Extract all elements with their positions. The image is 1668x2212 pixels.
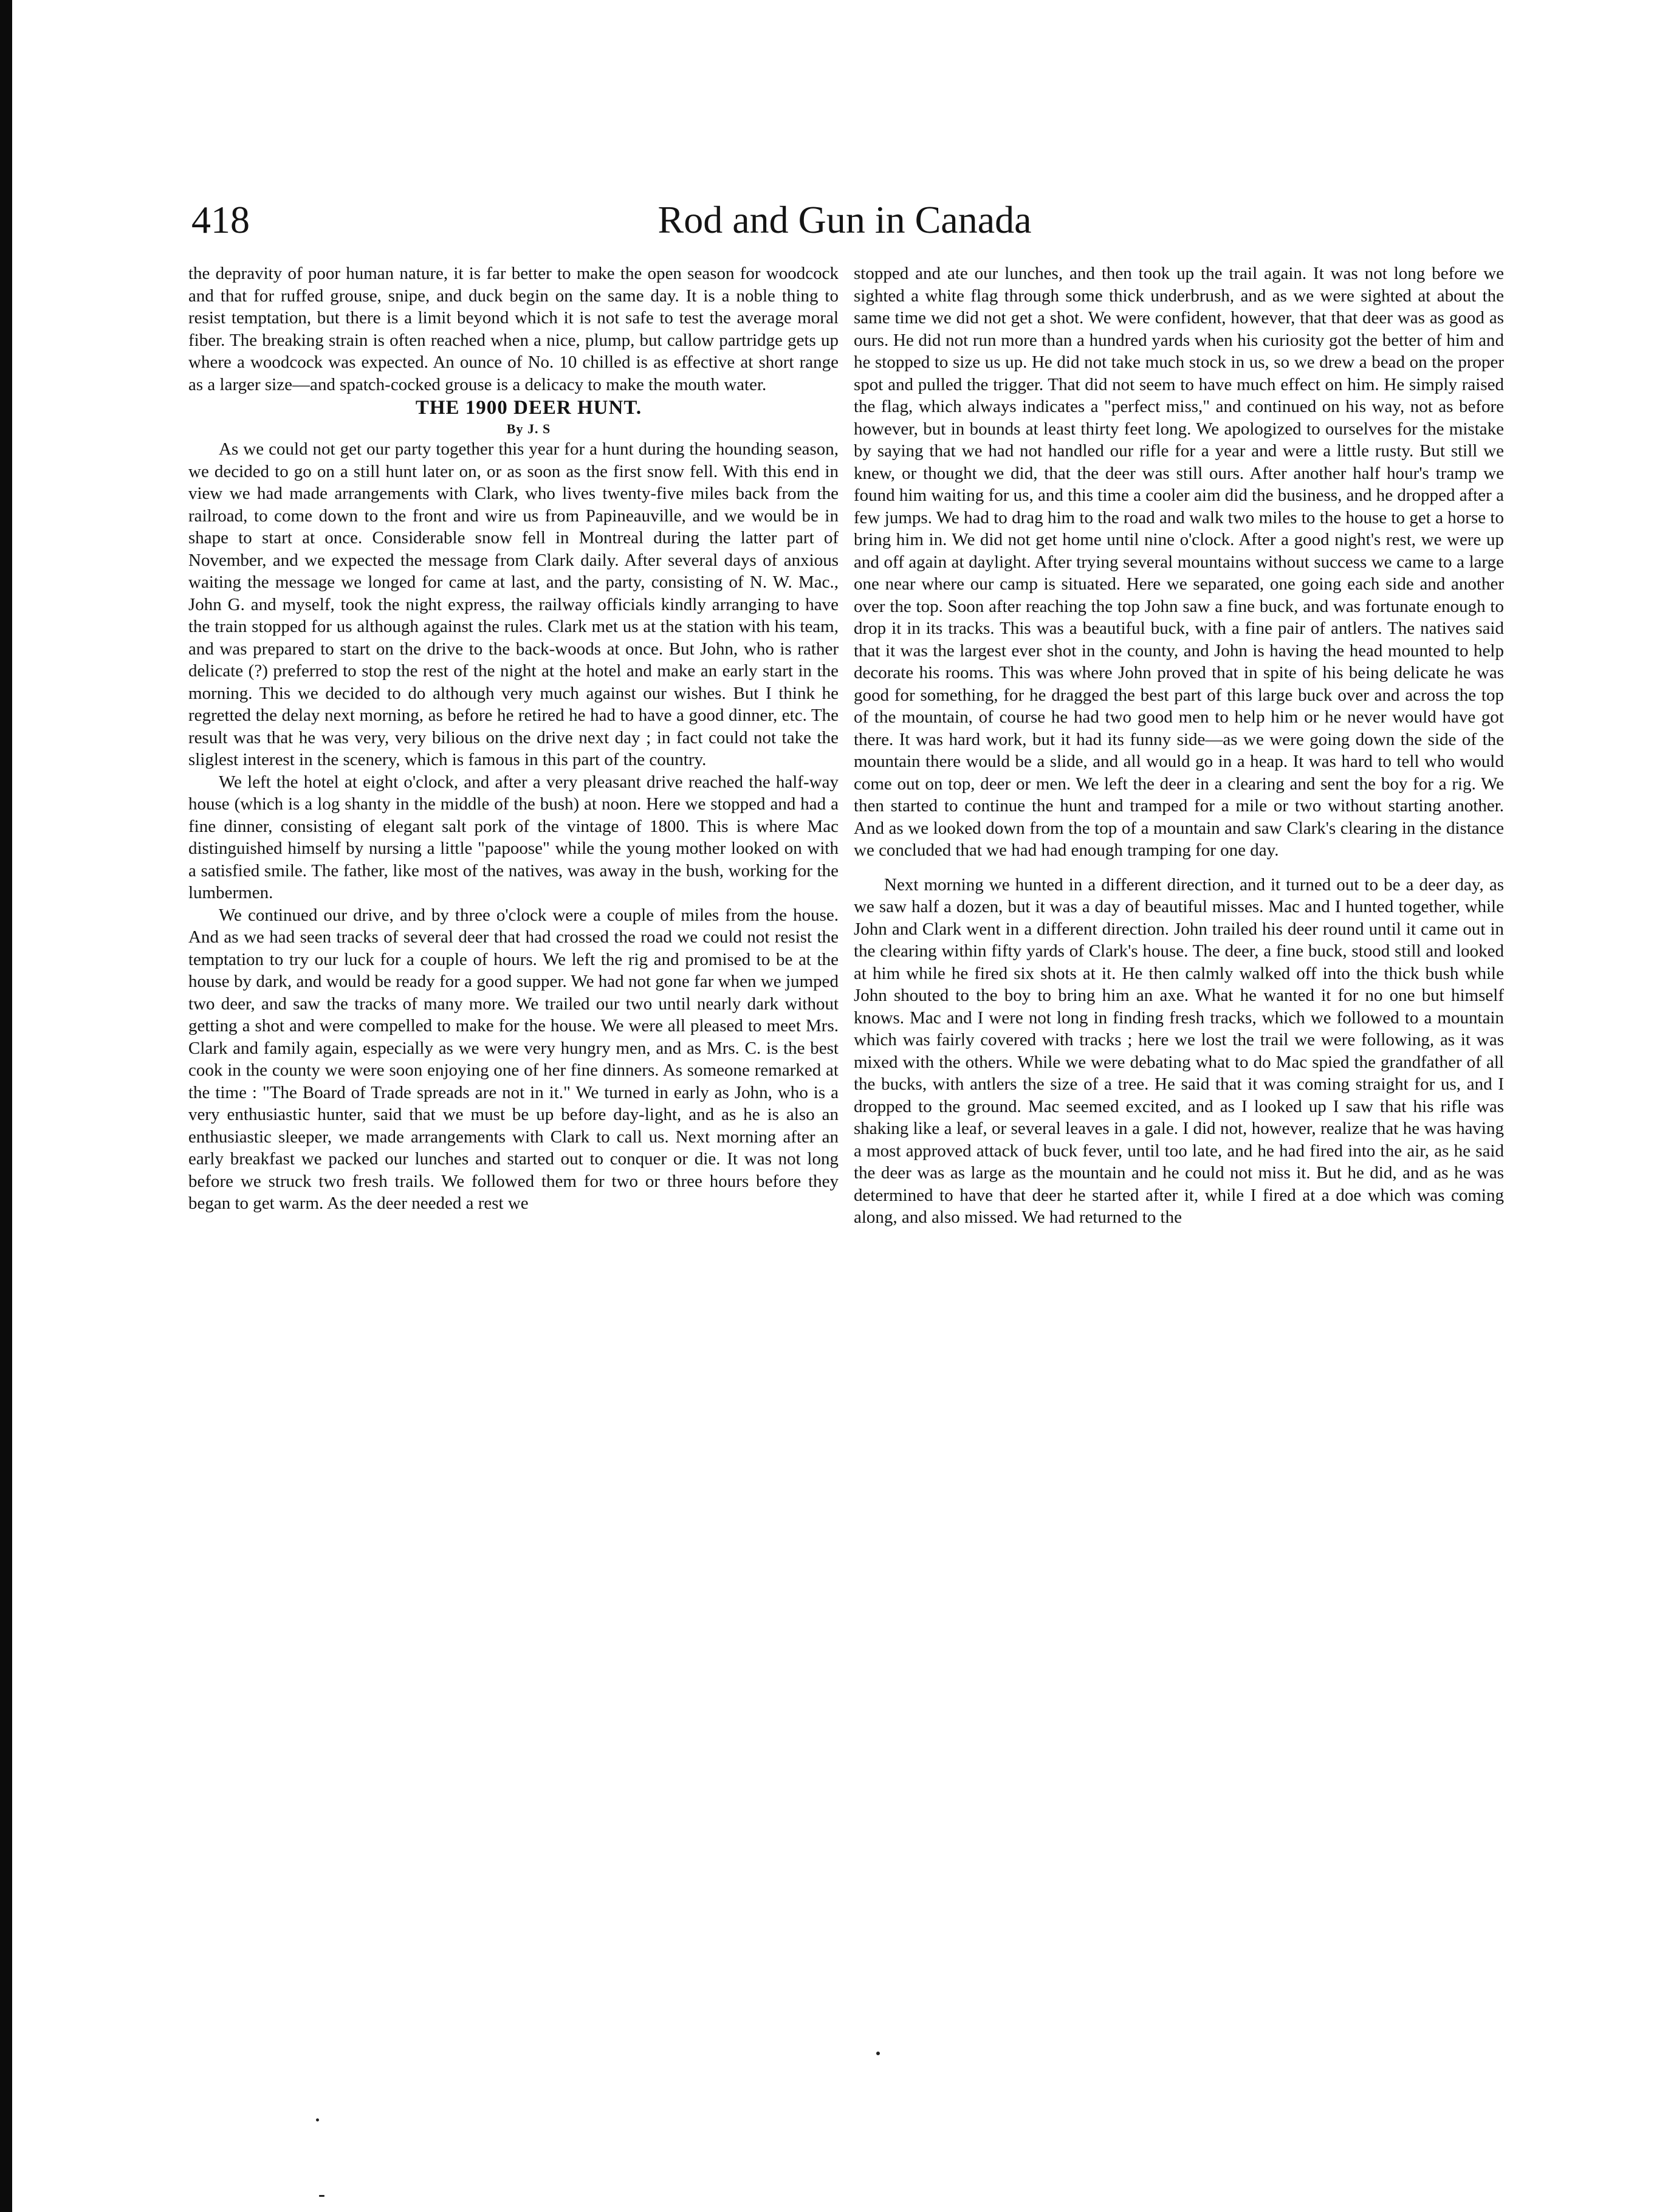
ink-speck <box>876 2052 880 2055</box>
ink-speck <box>319 2195 324 2197</box>
article-byline: By J. S <box>506 421 551 436</box>
article-title: THE 1900 DEER HUNT. <box>415 397 642 419</box>
continuation-paragraph: stopped and ate our lunches, and then took up the trail again. It was not long before we sighted a white flag through some thick underbrush, and as we were sighted at about the same time we did not get a shot. We were confident, however, that that deer was as good as ours. He did not run more than a hundred yards when his curiosity got the better of him and he stopped to size us up. He did not take much stock in us, so we drew a bead on the proper spot and pulled the trigger. That did not seem to have much effect on him. He simply raised the flag, which always indicates a "perfect miss," and continued on his way, not as before however, but in bounds at least thirty feet long. We apologized to ourselves for the mistake by saying that we had not handled our rifle for a year and were a little rusty. But still we knew, or thought we did, that the deer was still ours. After another half hour's tramp we found him waiting for us, and this time a cooler aim did the business, and he dropped after a few jumps. We had to drag him to the road and walk two miles to the house to get a horse to bring him in. We did not get home until nine o'clock. After a good night's rest, we were up and off again at daylight. After trying several mountains without success we came to a large one near where our camp is situated. Here we separated, one going each side and another over the top. Soon after reaching the top John saw a fine buck, and was fortunate enough to drop it in its tracks. This was a beautiful buck, with a fine pair of antlers. The natives said that it was the largest ever shot in the county, and John is having the head mounted to help decorate his rooms. This was where John proved that in spite of his being delicate he was good for something, for he dragged the best part of this large buck over and across the top of the mountain, of course he had two good men to help him or he never would have got there. It was hard work, but it had its funny side—as we were going down the side of the mountain there would be a slide, and all would go in a heap. It was hard to tell who would come out on top, deer or men. We left the deer in a clearing and sent the boy for a rig. We then started to continue the hunt and tramped for a mile or two without starting another. And as we looked down from the top of a mountain and saw Clark's clearing in the distance we concluded that we had had enough tramping for one day. <box>854 264 1504 860</box>
body-paragraph: Next morning we hunted in a different direction, and it turned out to be a deer day, as we saw half a dozen, but it was a day of beautiful misses. Mac and I hunted together, while John and Clark went in a different direction. John trailed his deer round until it came out in the clearing within fifty yards of Clark's house. The deer, a fine buck, stood still and looked at him while he fired six shots at it. He then calmly walked off into the thick bush while John shouted to the boy to bring him an axe. What he wanted it for no one but himself knows. Mac and I were not long in finding fresh tracks, which we followed to a mountain which was fairly covered with tracks ; here we lost the trail we were following, as it was mixed with the others. While we were debating what to do Mac spied the grandfather of all the bucks, with antlers the size of a tree. He said that it was coming straight for us, and I dropped to the ground. Mac seemed excited, and as I looked up I saw that his rifle was shaking like a leaf, or several leaves in a gale. I did not, however, realize that he was having a most approved attack of buck fever, until too late, and he had fired into the air, as he said the deer was as large as the mountain and he could not miss it. But he did, and as he was determined to have that deer he started after it, while I fired at a doe which was coming along, and also missed. We had returned to the <box>854 874 1504 1227</box>
body-paragraph: As we could not get our party together this year for a hunt during the hounding season, we decided to go on a still hunt later on, or as soon as the first snow fell. With this end in view we had made arrangements with Clark, who lives twenty-five miles back from the railroad, to come down to the front and wire us from Papineauville, and we would be in shape to start at once. Considerable snow fell in Montreal during the latter part of November, and we expected the message from Clark daily. After several days of anxious waiting the message we longed for came at last, and the party, consisting of N. W. Mac., John G. and myself, took the night express, the railway officials kindly arranging to have the train stopped for us although against the rules. Clark met us at the station with his team, and was prepared to start on the drive to the back-woods at once. But John, who is rather delicate (?) preferred to stop the rest of the night at the hotel and make an early start in the morning. This we decided to do although very much against our wishes. But I think he regretted the delay next morning, as before he retired he had to have a good dinner, etc. The result was that he was very, very bilious on the drive next day ; in fact could not take the sliglest interest in the scenery, which is famous in this part of the country. <box>188 439 839 769</box>
body-paragraph: We continued our drive, and by three o'clock were a couple of miles from the house. And as we had seen tracks of several deer that had crossed the road we could not resist the temptation to try our luck for a couple of hours. We left the rig and promised to be at the house by dark, and would be ready for a good supper. We had not gone far when we jumped two deer, and saw the tracks of many more. We trailed our two until nearly dark without getting a shot and were compelled to make for the house. We were all pleased to meet Mrs. Clark and family again, especially as we were very hungry men, and as Mrs. C. is the best cook in the county we were soon enjoying one of her fine dinners. As someone remarked at the time : "The Board of Trade spreads are not in it." We turned in early as John, who is a very enthusiastic hunter, said that we must be up before day-light, and as he is also an enthusiastic sleeper, we made arrangements with Clark to call us. Next morning after an early breakfast we packed our lunches and started out to conquer or die. It was not long before we struck two fresh trails. We followed them for two or three hours before they began to get warm. As the deer needed a rest we <box>188 905 839 1213</box>
right-column <box>854 263 1504 1229</box>
intro-paragraph: the depravity of poor human nature, it is far better to make the open season for woodcock and that for ruffed grouse, snipe, and duck begin on the same day. It is a noble thing to resist temptation, but there is a limit beyond which it is not safe to test the average moral fiber. The breaking strain is often reached when a nice, plump, but callow partridge gets up where a woodcock was expected. An ounce of No. 10 chilled is as effective at short range as a larger size—and spatch-cocked grouse is a delicacy to make the mouth water. <box>188 264 839 394</box>
left-column <box>188 263 839 1215</box>
page-number: 418 <box>191 198 250 241</box>
running-title: Rod and Gun in Canada <box>657 198 1032 241</box>
body-paragraph: We left the hotel at eight o'clock, and after a very pleasant drive reached the half-way house (which is a log shanty in the middle of the bush) at noon. Here we stopped and had a fine dinner, consisting of elegant salt pork of the vintage of 1800. This is where Mac distinguished himself by nursing a little "papoose" while the young mother looked on with a satisfied smile. The father, like most of the natives, was away in the bush, working for the lumbermen. <box>188 772 839 902</box>
scan-edge-shadow <box>0 0 12 2212</box>
ink-speck <box>316 2118 319 2121</box>
